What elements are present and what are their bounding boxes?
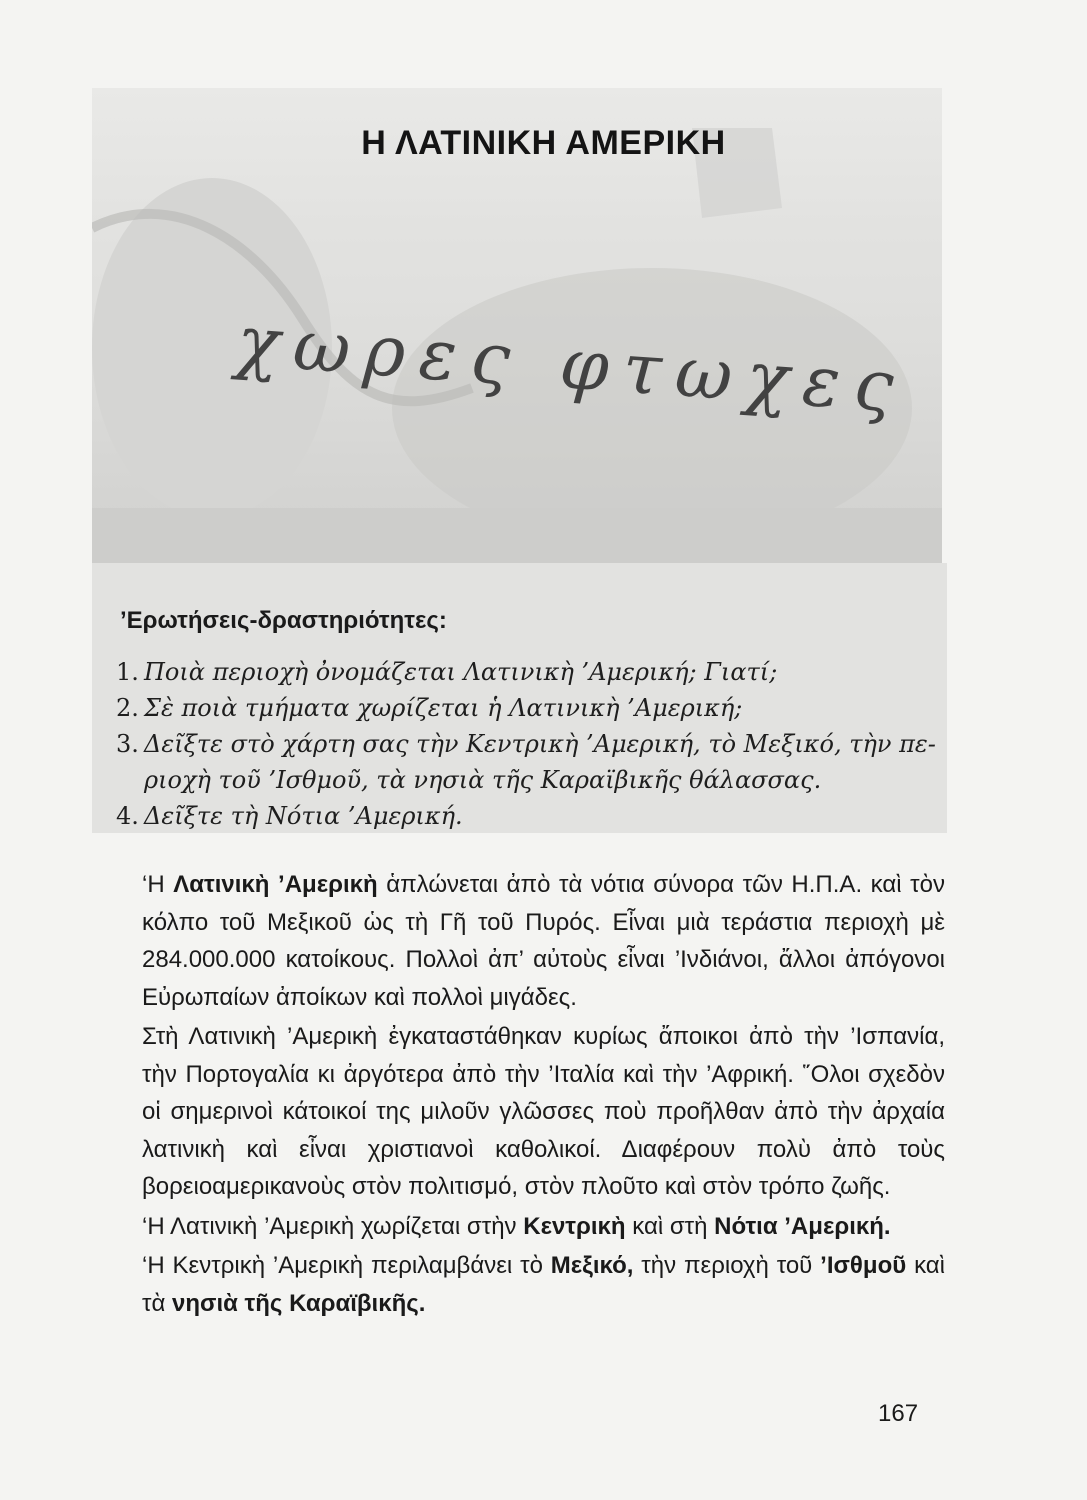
paragraph-1 <box>120 866 945 1016</box>
handwritten-note: χωρες φτωχες <box>234 300 911 429</box>
page-title: Η ΛΑΤΙΝΙΚΗ ΑΜΕΡΙΚΗ <box>361 124 726 162</box>
text-span: καὶ στὴ <box>625 1212 715 1240</box>
question-number: 4. <box>116 802 139 830</box>
text-span: ‘Η <box>142 871 174 898</box>
paragraph-3 <box>120 1208 945 1246</box>
question-text: Δεῖξτε στὸ χάρτη σας τὴν Κεντρικὴ ’Αμερική, τὸ Μεξικό, τὴν πε- <box>144 730 936 758</box>
question-item <box>116 690 946 726</box>
question-number: 3. <box>116 730 139 758</box>
question-item <box>116 654 946 690</box>
text-span: ‘Η Λατινικὴ ’Αμερικὴ χωρίζεται στὴν <box>142 1212 524 1240</box>
text-span: καὶ τὰ <box>142 1252 945 1317</box>
question-item <box>116 726 946 798</box>
bold-term: Μεξικό, <box>550 1252 634 1279</box>
text-span: τὴν περιοχὴ τοῦ <box>633 1252 821 1279</box>
bold-term: νησιὰ τῆς Καραϊβικῆς. <box>172 1289 426 1317</box>
question-number: 2. <box>116 694 139 722</box>
body-text <box>120 866 945 1324</box>
bold-term: ’Ισθμοῦ <box>820 1252 907 1279</box>
paragraph-4 <box>120 1247 945 1322</box>
question-text: Δεῖξτε τὴ Νότια ’Αμερική. <box>144 802 463 830</box>
question-text: Σὲ ποιὰ τμήματα χωρίζεται ἡ Λατινικὴ ’Αμερική; <box>144 694 743 722</box>
bold-term: Νότια ’Αμερική. <box>714 1212 891 1240</box>
text-span: ‘Η Κεντρικὴ ’Αμερικὴ περιλαμβάνει τὸ <box>142 1252 551 1279</box>
bold-term: Κεντρικὴ <box>523 1212 626 1240</box>
bold-term: Λατινικὴ ’Αμερικὴ <box>173 871 378 898</box>
question-number: 1. <box>116 658 139 686</box>
paragraph-2: Στὴ Λατινικὴ ’Αμερικὴ ἐγκαταστάθηκαν κυρίως ἄποικοι ἀπὸ τὴν ’Ισπανία, τὴν Πορτογαλία κι ἀργότερα ἀπὸ τὴν ’Ιταλία καὶ τὴν ’Αφρική. ῞Ολοι σχεδὸν οἱ σημερινοὶ κάτοικοί της μιλοῦν γλῶσσες ποὺ προῆλθαν ἀπὸ τὴν ἀρχαία λατινικὴ καὶ εἶναι χριστιανοὶ καθολικοί. Διαφέρουν πολὺ ἀπὸ τοὺς βορειοαμερικανοὺς στὸν πολιτισμό, στὸν πλοῦτο καὶ στὸν τρόπο ζωῆς. <box>142 1023 945 1200</box>
text-span: ἁπλώνεται ἀπὸ τὰ νότια σύνορα τῶν Η.Π.Α. καὶ τὸν κόλπο τοῦ Μεξικοῦ ὡς τὴ Γῆ τοῦ Πυρός. Εἶναι μιὰ τεράστια περιοχὴ μὲ 284.000.000 κατοίκους. Πολλοὶ ἀπ’ αὐτοὺς εἶναι ’Ινδιάνοι, ἄλλοι ἀπόγονοι Εὐρωπαίων ἀποίκων καὶ πολλοὶ μιγάδες. <box>142 871 946 1011</box>
page-number: 167 <box>878 1400 919 1427</box>
questions-heading: ’Ερωτήσεις-δραστηριότητες: <box>120 607 447 634</box>
question-item <box>116 798 946 834</box>
question-text: Ποιὰ περιοχὴ ὀνομάζεται Λατινικὴ ’Αμερική; Γιατί; <box>144 658 778 686</box>
question-text-continued: ριοχὴ τοῦ ’Ισθμοῦ, τὰ νησιὰ τῆς Καραϊβικῆς θάλασσας. <box>144 766 822 794</box>
